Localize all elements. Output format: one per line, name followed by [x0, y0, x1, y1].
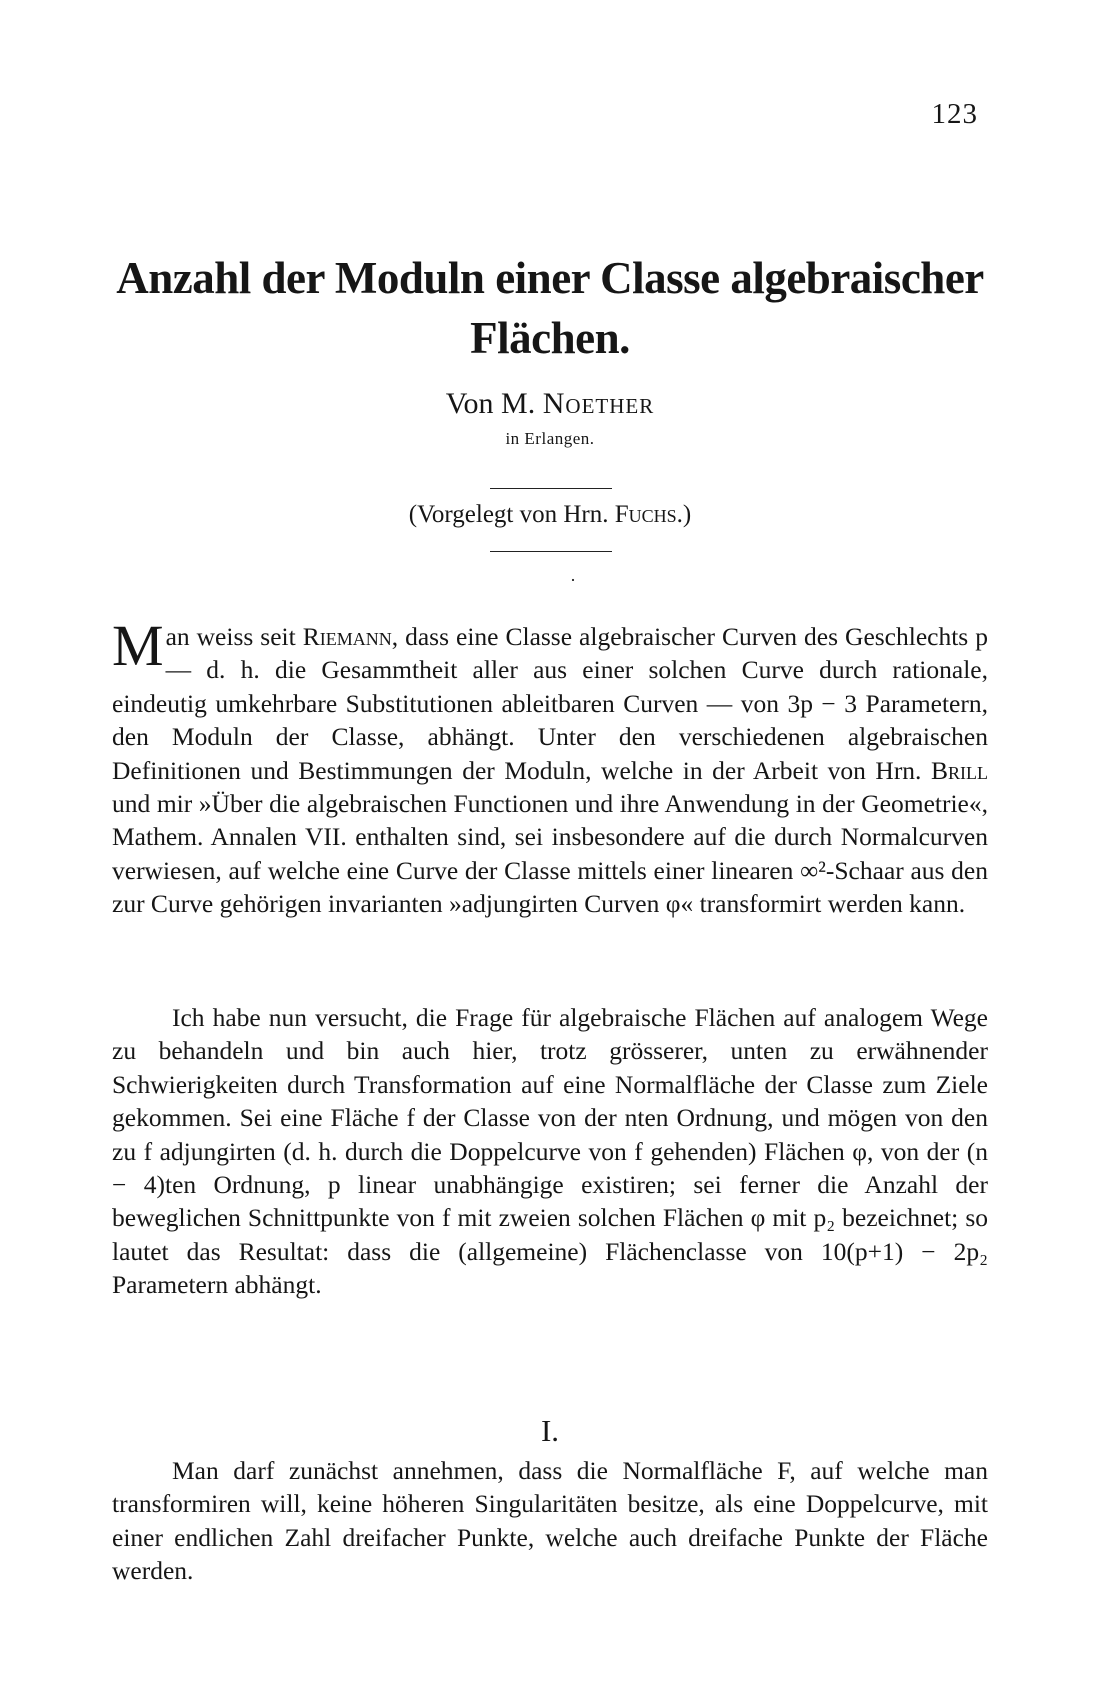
divider-top	[490, 488, 612, 489]
paragraph-1-text-b: , dass eine Classe algebraischer Curven des Geschlechts p — d. h. die Gesammtheit aller aus einer solchen Curve durch rationale, eindeutig umkehrbare Substitutionen ableitbaren Curven — von 3p − 3 Parametern, den Moduln der Classe, abhängt. Unter den verschiedenen algebraischen Definitionen und Bestimmungen der Moduln, welche in der Arbeit von Hrn.	[112, 622, 988, 785]
article-title	[100, 248, 1000, 368]
decorative-dot: ·	[570, 570, 576, 590]
paragraph-2-text: Ich habe nun versucht, die Frage für algebraische Flächen auf analogem Wege zu behandeln und bin auch hier, trotz grösserer, unten zu erwähnender Schwierigkeiten durch Transformation auf eine Normalfläche der Classe zum Ziele gekommen. Sei eine Fläche f der Classe von der nten Ordnung, und mögen von den zu f adjungirten (d. h. durch die Doppelcurve von f gehenden) Flächen φ, von der (n − 4)ten Ordnung, p linear unabhängige existiren; sei ferner die Anzahl der beweglichen Schnittpunkte von f mit zweien solchen Flächen φ mit p₂ bezeichnet; so lautet das Resultat: dass die (allgemeine) Flächenclasse von 10(p+1) − 2p₂ Parametern abhängt.	[112, 1003, 988, 1300]
author-affiliation: in Erlangen.	[505, 429, 595, 448]
paragraph-2	[112, 1001, 988, 1302]
paragraph-3	[112, 1454, 988, 1588]
section-heading: I.	[540, 1413, 560, 1448]
title-line-2: Flächen.	[470, 313, 630, 363]
riemann-name: Riemann	[302, 622, 392, 651]
author-line	[0, 387, 1100, 421]
author-name: Noether	[542, 387, 655, 420]
divider-bottom	[490, 551, 612, 552]
title-line-1: Anzahl der Moduln einer Classe algebraischer	[116, 253, 984, 303]
presented-suffix: .)	[676, 501, 692, 528]
dropcap: M	[112, 613, 164, 678]
paragraph-1-text-c: und mir »Über die algebraischen Functionen und ihre Anwendung in der Geometrie«, Mathem. Annalen VII. enthalten sind, sei insbesondere auf die durch Normalcurven verwiesen, auf welche eine Curve der Classe mittels einer linearen ∞²-Schaar aus den zur Curve gehörigen invarianten »adjungirten Curven φ« transformirt werden kann.	[112, 789, 988, 919]
brill-name: Brill	[931, 755, 988, 785]
presented-prefix: (Vorgelegt von Hrn.	[408, 501, 609, 528]
presenter-name: Fuchs	[614, 501, 677, 528]
paragraph-1	[112, 613, 988, 921]
author-prefix: Von M.	[445, 387, 536, 420]
paragraph-1-text-a: an weiss seit	[165, 622, 303, 651]
paragraph-3-text: Man darf zunächst annehmen, dass die Normalfläche F, auf welche man transformiren will, keine höheren Singularitäten besitze, als eine Doppelcurve, mit einer endlichen Zahl dreifacher Punkte, welche auch dreifache Punkte der Fläche werden.	[112, 1456, 988, 1586]
presented-by	[0, 501, 1100, 529]
page-number: 123	[931, 98, 978, 130]
